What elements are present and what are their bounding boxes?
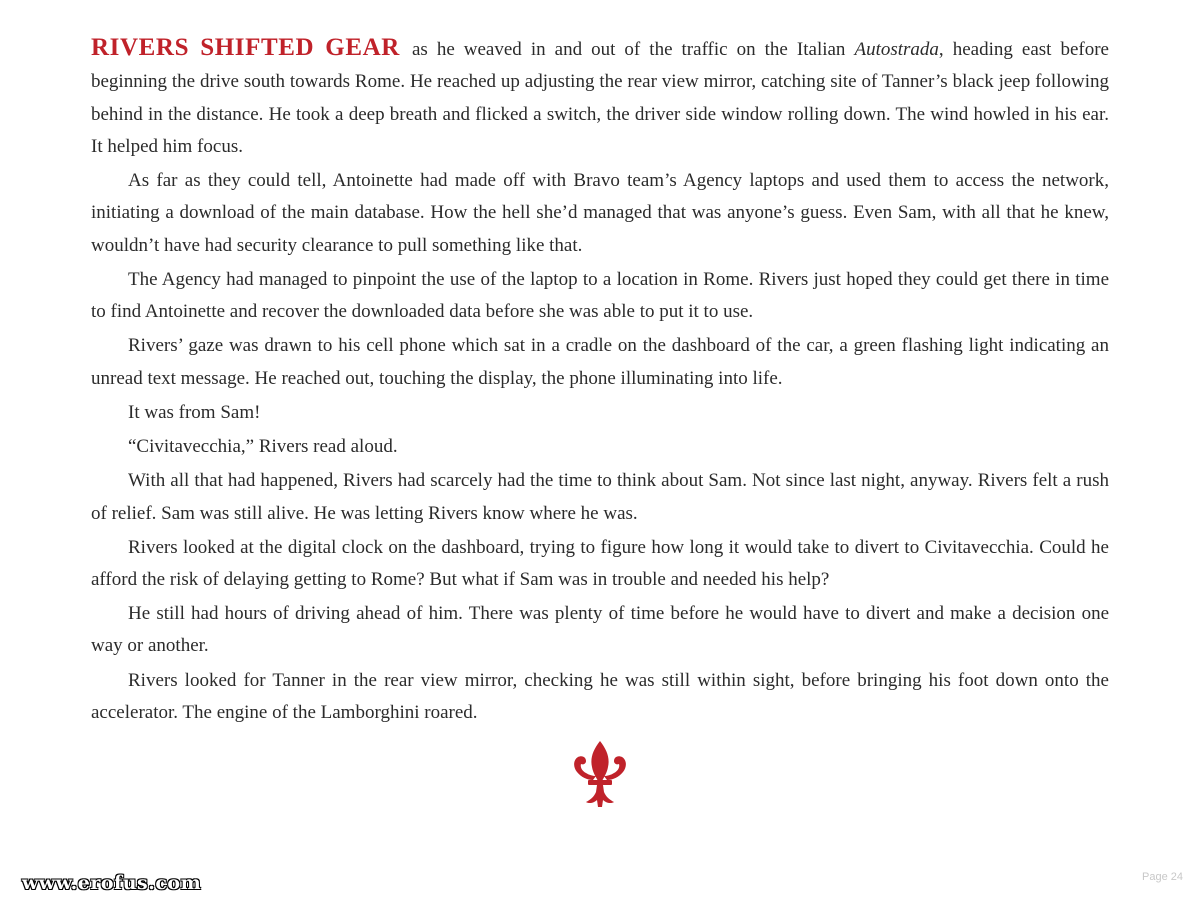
- paragraph: It was from Sam!: [128, 401, 261, 423]
- paragraph-opening: [91, 32, 1109, 163]
- opening-text-part2: , heading east before beginning the drive south towards Rome. He reached up adjusting the rear view mirror, catching site of Tanner’s black jeep following behind in the distance. He took a deep breath and flicked a switch, the driver side window rolling down. The wind howled in his ear. It helped him focus.: [91, 39, 1109, 157]
- opening-text-part1: as he weaved in and out of the traffic on the Italian: [402, 39, 855, 60]
- paragraph: With all that had happened, Rivers had scarcely had the time to think about Sam. Not since last night, anyway. Rivers felt a rush of relief. Sam was still alive. He was letting Rivers know where he was.: [91, 470, 1109, 524]
- paragraph: He still had hours of driving ahead of him. There was plenty of time before he would have to divert and make a decision one way or another.: [91, 603, 1109, 657]
- paragraph: As far as they could tell, Antoinette had made off with Bravo team’s Agency laptops and used them to access the network, initiating a download of the main database. How the hell she’d managed that was anyone’s guess. Even Sam, with all that he knew, wouldn’t have had security clearance to pull something like that.: [91, 170, 1109, 256]
- paragraph: “Civitavecchia,” Rivers read aloud.: [128, 436, 398, 458]
- paragraph: Rivers looked at the digital clock on the dashboard, trying to figure how long it would take to divert to Civitavecchia. Could he afford the risk of delaying getting to Rome? But what if Sam was in trouble and needed his help?: [91, 536, 1109, 590]
- paragraph: Rivers looked for Tanner in the rear view mirror, checking he was still within sight, before bringing his foot down onto the accelerator. The engine of the Lamborghini roared.: [91, 669, 1109, 723]
- page-number: Page 24: [1142, 871, 1183, 883]
- opening-small-caps: RIVERS SHIFTED GEAR: [91, 34, 400, 61]
- opening-text-italic: Autostrada: [854, 39, 939, 60]
- watermark-text: www.erofus.com: [22, 872, 202, 894]
- fleur-de-lis-icon: [571, 740, 629, 808]
- paragraph: Rivers’ gaze was drawn to his cell phone which sat in a cradle on the dashboard of the car, a green flashing light indicating an unread text message. He reached out, touching the display, the phone illuminating into life.: [91, 335, 1109, 389]
- paragraph: The Agency had managed to pinpoint the use of the laptop to a location in Rome. Rivers just hoped they could get there in time to find Antoinette and recover the downloaded data before she was able to put it to use.: [91, 268, 1109, 323]
- page-body: [91, 32, 1109, 731]
